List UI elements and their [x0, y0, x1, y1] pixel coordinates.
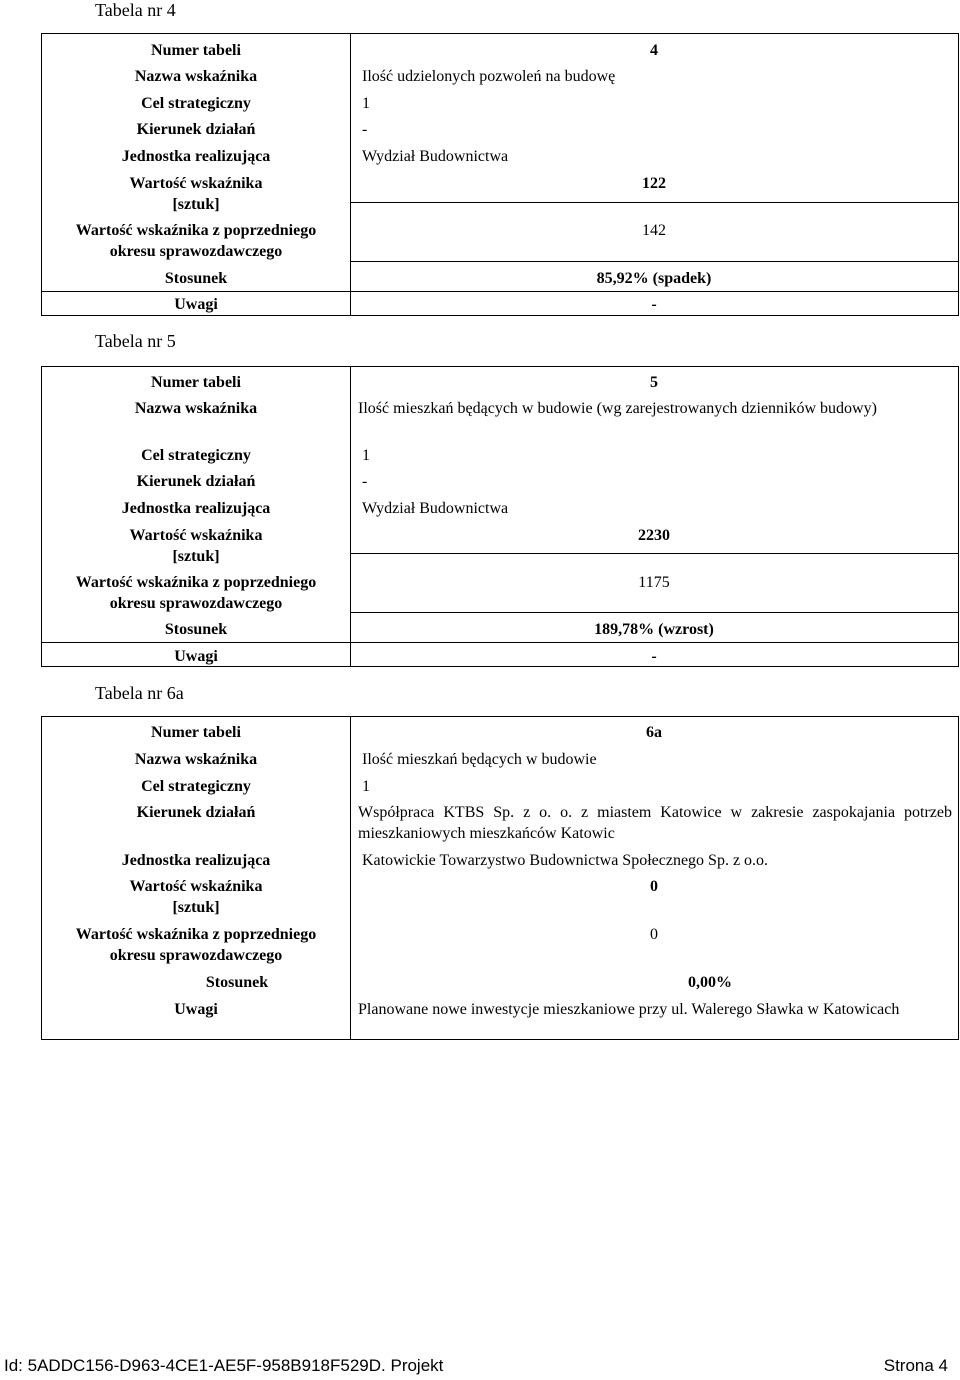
label-jednostka-realizujaca: Jednostka realizująca — [121, 852, 271, 869]
label-wartosc-poprzednia: Wartość wskaźnika z poprzedniego okresu sprawozdawczego — [75, 574, 317, 612]
page-number: Strona 4 — [883, 1356, 948, 1375]
label-kierunek-dzialan: Kierunek działań — [136, 473, 256, 490]
label-cel-strategiczny: Cel strategiczny — [141, 778, 251, 795]
label-wartosc-wskaznika: Wartość wskaźnika [sztuk] — [129, 527, 263, 565]
table-caption: Tabela nr 6a — [95, 683, 184, 703]
label-numer-tabeli: Numer tabeli — [151, 724, 241, 741]
label-uwagi: Uwagi — [174, 1001, 218, 1018]
value-uwagi: Planowane nowe inwestycje mieszkaniowe przy ul. Walerego Sławka w Katowicach — [358, 1001, 900, 1018]
value-jednostka-realizujaca: Wydział Budownictwa — [362, 148, 509, 165]
value-cel-strategiczny: 1 — [362, 778, 370, 795]
label-cel-strategiczny: Cel strategiczny — [141, 447, 251, 464]
value-numer-tabeli: 6a — [646, 724, 662, 741]
value-nazwa-wskaznika: Ilość mieszkań będących w budowie — [362, 751, 597, 768]
table-caption: Tabela nr 5 — [95, 331, 176, 351]
row-divider — [350, 612, 958, 613]
label-numer-tabeli: Numer tabeli — [151, 374, 241, 391]
label-kierunek-dzialan: Kierunek działań — [136, 804, 256, 821]
value-uwagi: - — [651, 648, 657, 665]
value-nazwa-wskaznika: Ilość mieszkań będących w budowie (wg zarejestrowanych dzienników budowy) — [358, 400, 877, 417]
label-stosunek: Stosunek — [164, 621, 228, 638]
label-cel-strategiczny: Cel strategiczny — [141, 95, 251, 112]
value-numer-tabeli: 5 — [650, 374, 658, 391]
value-numer-tabeli: 4 — [650, 42, 658, 59]
label-wartosc-poprzednia: Wartość wskaźnika z poprzedniego okresu sprawozdawczego — [75, 926, 317, 964]
value-kierunek-dzialan: - — [362, 121, 368, 138]
label-wartosc-wskaznika: Wartość wskaźnika [sztuk] — [129, 878, 263, 916]
row-divider — [350, 202, 958, 203]
value-jednostka-realizujaca: Katowickie Towarzystwo Budownictwa Społecznego Sp. z o.o. — [362, 852, 769, 869]
value-stosunek: 85,92% (spadek) — [596, 270, 712, 287]
label-wartosc-wskaznika: Wartość wskaźnika [sztuk] — [129, 175, 263, 213]
row-divider — [350, 553, 958, 554]
label-wartosc-poprzednia: Wartość wskaźnika z poprzedniego okresu sprawozdawczego — [75, 222, 317, 260]
value-wartosc-poprzednia: 142 — [642, 222, 666, 239]
value-kierunek-dzialan: - — [362, 473, 368, 490]
value-stosunek: 0,00% — [688, 974, 732, 991]
value-wartosc-poprzednia: 0 — [650, 926, 658, 943]
label-uwagi: Uwagi — [174, 648, 218, 665]
row-divider — [42, 642, 958, 643]
table-caption: Tabela nr 4 — [95, 0, 176, 20]
indicator-table — [41, 716, 959, 1040]
value-kierunek-dzialan: Współpraca KTBS Sp. z o. o. z miastem Katowice w zakresie zaspokajania potrzeb mieszkaniowych mieszkańców Katowic — [358, 804, 952, 842]
label-nazwa-wskaznika: Nazwa wskaźnika — [134, 400, 258, 417]
label-stosunek: Stosunek — [164, 270, 228, 287]
indicator-table — [41, 33, 959, 316]
value-wartosc-poprzednia: 1175 — [638, 574, 670, 591]
value-stosunek: 189,78% (wzrost) — [594, 621, 714, 638]
value-jednostka-realizujaca: Wydział Budownictwa — [362, 500, 509, 517]
value-nazwa-wskaznika: Ilość udzielonych pozwoleń na budowę — [362, 68, 616, 85]
value-cel-strategiczny: 1 — [362, 95, 370, 112]
label-nazwa-wskaznika: Nazwa wskaźnika — [134, 68, 258, 85]
label-nazwa-wskaznika: Nazwa wskaźnika — [134, 751, 258, 768]
label-jednostka-realizujaca: Jednostka realizująca — [121, 500, 271, 517]
value-wartosc-wskaznika: 2230 — [638, 527, 670, 544]
value-wartosc-wskaznika: 0 — [650, 878, 658, 895]
label-numer-tabeli: Numer tabeli — [151, 42, 241, 59]
value-uwagi: - — [651, 296, 657, 313]
row-divider — [350, 261, 958, 262]
label-jednostka-realizujaca: Jednostka realizująca — [121, 148, 271, 165]
indicator-table — [41, 366, 959, 667]
label-stosunek: Stosunek — [205, 974, 269, 991]
document-id: Id: 5ADDC156-D963-4CE1-AE5F-958B918F529D. Projekt — [4, 1356, 444, 1375]
row-divider — [42, 291, 958, 292]
label-uwagi: Uwagi — [174, 296, 218, 313]
value-wartosc-wskaznika: 122 — [642, 175, 666, 192]
label-kierunek-dzialan: Kierunek działań — [136, 121, 256, 138]
value-cel-strategiczny: 1 — [362, 447, 370, 464]
